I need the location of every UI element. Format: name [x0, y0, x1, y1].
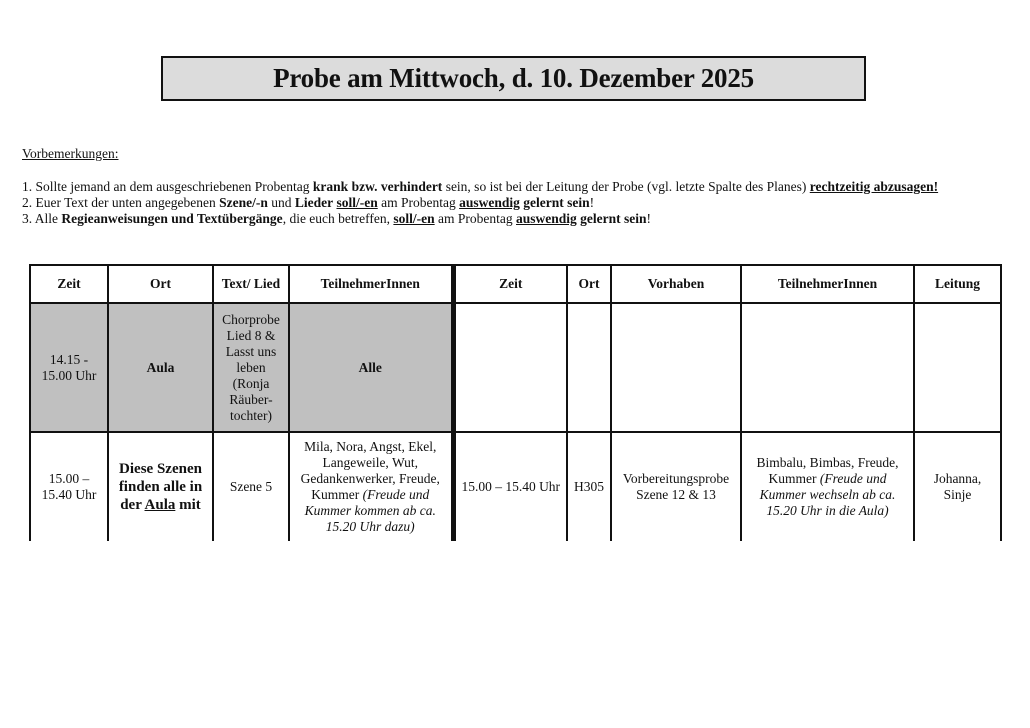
header-vorhaben: Vorhaben	[611, 265, 741, 303]
cell-leitung: Johanna, Sinje	[914, 432, 1001, 541]
note-item-1: 1. Sollte jemand an dem ausgeschriebenen Probentag krank bzw. verhindert sein, so ist bei der Leitung der Probe (vgl. letzte Spalte des Planes) rechtzeitig abzusagen!	[22, 179, 939, 194]
cell-teilnehmer-2: Bimbalu, Bimbas, Freude, Kummer (Freude und Kummer wechseln ab ca. 15.20 Uhr in die Aula)	[741, 432, 914, 541]
page-title	[161, 56, 866, 101]
header-teilnehmer: TeilnehmerInnen	[289, 265, 453, 303]
table-row	[30, 432, 1001, 541]
header-ort-2: Ort	[567, 265, 611, 303]
header-ort: Ort	[108, 265, 213, 303]
cell-text-lied: Chorprobe Lied 8 & Lasst uns leben (Ronja Räuber-tochter)	[213, 303, 289, 432]
cell-ort-2: H305	[567, 432, 611, 541]
title-text: Probe am Mittwoch, d. 10. Dezember 2025	[273, 63, 754, 93]
cell-ort-2	[567, 303, 611, 432]
cell-leitung	[914, 303, 1001, 432]
header-teilnehmer-2: TeilnehmerInnen	[741, 265, 914, 303]
notes-heading: Vorbemerkungen:	[22, 146, 119, 161]
note-item-3: 3. Alle Regieanweisungen und Textübergänge, die euch betreffen, soll/-en am Probentag auswendig gelernt sein!	[22, 211, 652, 226]
rehearsal-schedule-table	[29, 264, 1002, 541]
cell-teilnehmer-2	[741, 303, 914, 432]
cell-vorhaben	[611, 303, 741, 432]
table-header-row	[30, 265, 1001, 303]
note-item-2: 2. Euer Text der unten angegebenen Szene/-n und Lieder soll/-en am Probentag auswendig gelernt sein!	[22, 195, 595, 210]
cell-zeit-2: 15.00 – 15.40 Uhr	[453, 432, 567, 541]
cell-teilnehmer: Alle	[289, 303, 453, 432]
header-text-lied: Text/ Lied	[213, 265, 289, 303]
cell-text-lied: Szene 5	[213, 432, 289, 541]
cell-zeit: 14.15 - 15.00 Uhr	[30, 303, 108, 432]
header-zeit: Zeit	[30, 265, 108, 303]
header-leitung: Leitung	[914, 265, 1001, 303]
preliminary-notes	[22, 146, 1012, 227]
table-row	[30, 303, 1001, 432]
cell-zeit-2	[453, 303, 567, 432]
cell-teilnehmer: Mila, Nora, Angst, Ekel, Langeweile, Wut, Gedankenwerker, Freude, Kummer (Freude und Kummer kommen ab ca. 15.20 Uhr dazu)	[289, 432, 453, 541]
cell-ort: Aula	[108, 303, 213, 432]
header-zeit-2: Zeit	[453, 265, 567, 303]
cell-zeit: 15.00 – 15.40 Uhr	[30, 432, 108, 541]
cell-vorhaben: Vorbereitungsprobe Szene 12 & 13	[611, 432, 741, 541]
cell-ort: Diese Szenen finden alle in der Aula mit	[108, 432, 213, 541]
